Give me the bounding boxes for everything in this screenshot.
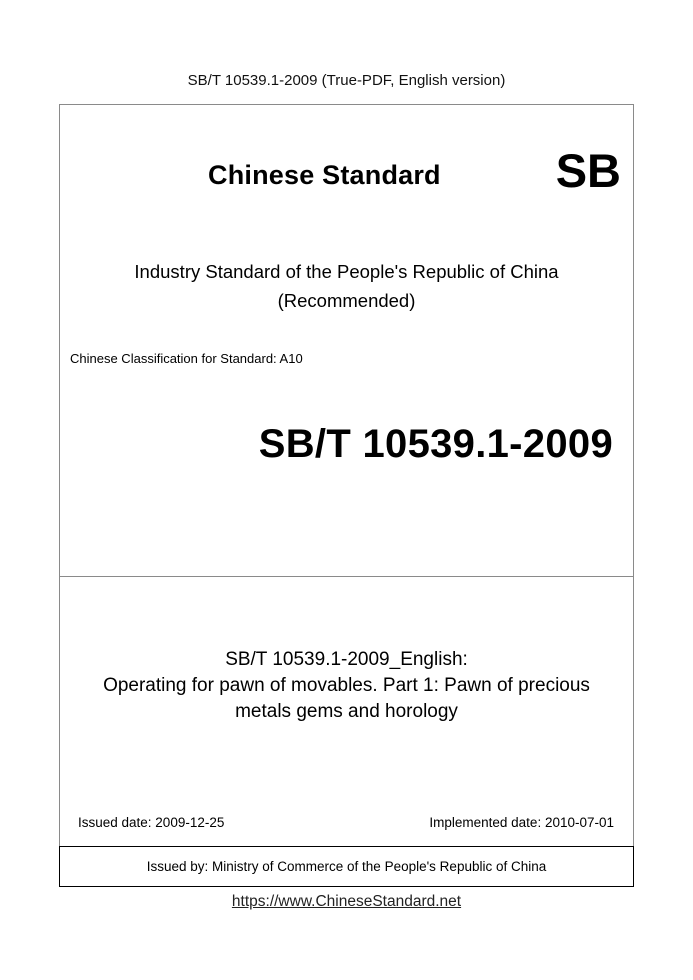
industry-line-2: (Recommended) [277,290,416,311]
cover-top-section [60,105,633,577]
cover-frame [59,104,634,887]
standard-number: SB/T 10539.1-2009 [258,422,613,466]
issuer-box [59,846,634,887]
brand-title: Chinese Standard [208,160,441,190]
document-title-line-1: SB/T 10539.1-2009_English: [225,649,468,670]
classification-text: Chinese Classification for Standard: A10 [70,351,303,366]
page-header-title: SB/T 10539.1-2009 (True-PDF, English version) [187,72,506,89]
industry-statement [60,257,633,315]
document-title-line-2: Operating for pawn of movables. Part 1: Pawn of precious [103,675,590,696]
brand-code: SB [555,144,621,197]
issued-date: Issued date: 2009-12-25 [78,815,225,830]
website-link[interactable]: https://www.ChineseStandard.net [231,893,462,910]
cover-title-section [60,576,633,846]
document-title-line-3: metals gems and horology [235,701,458,722]
document-title [60,647,633,725]
implemented-date: Implemented date: 2010-07-01 [429,815,614,830]
industry-line-1: Industry Standard of the People's Republic of China [134,261,559,282]
issuer-text: Issued by: Ministry of Commerce of the People's Republic of China [146,859,547,874]
